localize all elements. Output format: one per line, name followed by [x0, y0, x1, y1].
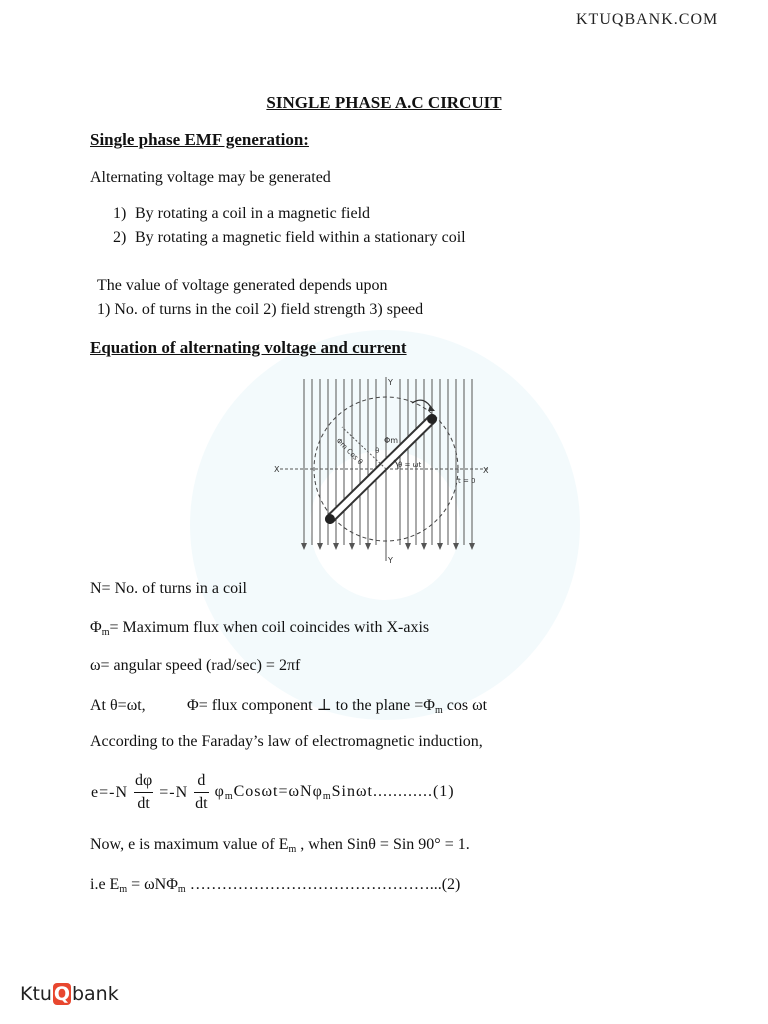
t0-label: t = 0: [458, 477, 476, 485]
def-omega: ω= angular speed (rad/sec) = 2πf: [90, 657, 301, 674]
emf-equation: [91, 770, 455, 818]
x-axis-right-label: X: [483, 466, 489, 475]
intro-text: Alternating voltage may be generated: [90, 169, 331, 186]
x-axis-left-label: X: [274, 465, 280, 474]
list-item-text: By rotating a magnetic field within a stationary coil: [135, 229, 466, 246]
q-badge-icon: Q: [53, 983, 71, 1005]
coil-rotation-diagram: [272, 373, 498, 569]
section-heading-emf: Single phase EMF generation:: [90, 130, 309, 149]
wt-label: θ = ωt: [398, 461, 422, 469]
fraction-numerator: d: [194, 770, 208, 793]
phi-subscript: m: [101, 627, 110, 638]
factors-text: 1) No. of turns in the coil 2) field strength 3) speed: [97, 301, 424, 318]
ktuqbank-logo: Ktu Q bank: [20, 983, 119, 1005]
list-item: [113, 205, 370, 223]
list-item-text: By rotating a coil in a magnetic field: [135, 205, 371, 222]
fraction-numerator: dφ: [134, 770, 153, 793]
at-theta: At θ=ωt,: [90, 697, 146, 714]
cos-label: Φm Cos θ: [334, 436, 365, 467]
list-item: [113, 229, 466, 247]
page-title-text: SINGLE PHASE A.C CIRCUIT: [266, 93, 502, 112]
theta-label: θ: [375, 447, 380, 455]
def-phim: [90, 619, 429, 638]
flux-subscript: m: [435, 705, 443, 716]
list-item-number: 2): [113, 229, 127, 246]
phim-label: Φm: [384, 436, 399, 445]
em-equation: i.e $E_m = \omega N\Phi_m$ ………………………………………...(2): [90, 876, 461, 895]
depends-text: The value of voltage generated depends upon: [97, 277, 388, 294]
page-title: [0, 93, 768, 113]
fraction-denominator: dt: [137, 795, 150, 812]
y-axis-top-label: Y: [388, 378, 393, 387]
phi-definition: = Maximum flux when coil coincides with X-axis: [109, 619, 430, 636]
def-n: N= No. of turns in a coil: [90, 580, 247, 597]
site-header: KTUQBANK.COM: [576, 11, 719, 28]
fraction-dphi-dt: [134, 770, 153, 815]
list-item-number: 1): [113, 205, 127, 222]
formula-lhs: e=-N: [91, 783, 129, 801]
phi-symbol: Φ: [90, 619, 102, 636]
flux-cos: cos ωt: [442, 697, 488, 714]
fraction-d-dt: [194, 770, 208, 815]
faraday-text: According to the Faraday’s law of electromagnetic induction,: [90, 733, 483, 750]
formula-mid: =-N: [159, 783, 189, 801]
def-flux-component: [90, 695, 487, 716]
formula-phi: $\varphi_mCos\omega t=\omega N\varphi_mSin\omega t............(1)$: [214, 783, 455, 802]
section-heading-equation: Equation of alternating voltage and current: [90, 338, 407, 357]
y-axis-bottom-label: Y: [388, 556, 393, 565]
fraction-denominator: dt: [195, 795, 208, 812]
flux-component-text: Φ= flux component ⊥ to the plane =Φ: [187, 697, 435, 714]
max-value-text: Now, e is maximum value of $E_m$ , when Sinθ = Sin 90° = 1.: [90, 836, 470, 855]
